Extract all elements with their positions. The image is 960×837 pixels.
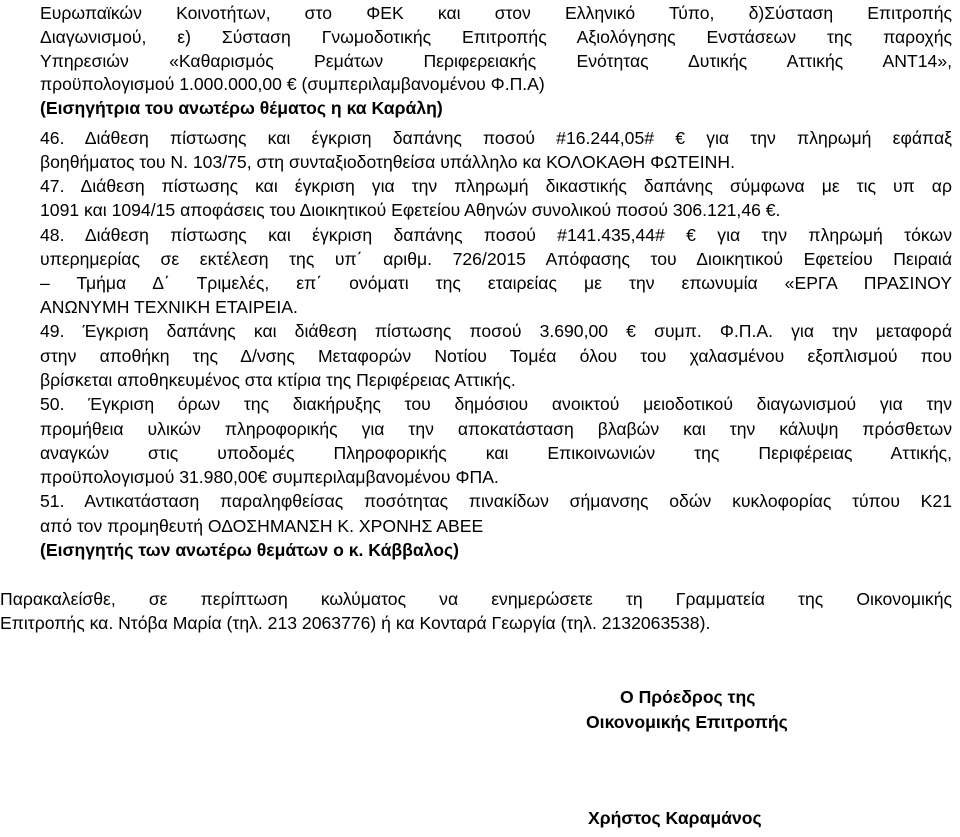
item-47-line-2: 1091 και 1094/15 αποφάσεις του Διοικητικού Εφετείου Αθηνών συνολικού ποσού 306.121,46 €. (40, 200, 781, 220)
item-50-line-4: προϋπολογισμού 31.980,00€ συμπεριλαμβανομένου ΦΠΑ. (40, 467, 499, 487)
item-49-line-3: βρίσκεται αποθηκευμένος στα κτίρια της Περιφέρειας Αττικής. (40, 370, 516, 390)
closing-line-1: Παρακαλείσθε, σε περίπτωση κωλύματος να ενημερώσετε τη Γραμματεία της Οικονομικής (0, 589, 952, 609)
item-46-line-2: βοηθήματος του Ν. 103/75, στη συνταξιοδοτηθείσα υπάλληλο κα ΚΟΛΟΚΑΘΗ ΦΩΤΕΙΝΗ. (40, 152, 735, 172)
text-line-3: Υπηρεσιών «Καθαρισμός Ρεμάτων Περιφερειακής Ενότητας Δυτικής Αττικής ΑΝΤ14», (40, 51, 952, 71)
item-50-line-2: προμήθεια υλικών πληροφορικής για την αποκατάσταση βλαβών και την κάλυψη πρόσθετων (40, 419, 952, 439)
item-49-line-1: 49. Έγκριση δαπάνης και διάθεση πίστωσης ποσού 3.690,00 € συμπ. Φ.Π.Α. για την μεταφορά (40, 321, 952, 341)
item-51-line-1: 51. Αντικατάσταση παραληφθείσας ποσότητας πινακίδων σήμανσης οδών κυκλοφορίας τύπου Κ21 (40, 491, 952, 511)
text-line-4: προϋπολογισμού 1.000.000,00 € (συμπεριλαμβανομένου Φ.Π.Α) (40, 74, 545, 94)
signature-title-2: Οικονομικής Επιτροπής (586, 712, 788, 732)
item-48-line-2: υπερημερίας σε εκτέλεση της υπ΄ αριθμ. 726/2015 Απόφασης του Διοικητικού Εφετείου Πειραιά (40, 249, 952, 269)
signature-title-1: Ο Πρόεδρος της (620, 687, 756, 707)
rapporteur-line-1: (Εισηγήτρια του ανωτέρω θέματος η κα Καράλη) (40, 98, 443, 118)
signature-name: Χρήστος Καραμάνος (588, 808, 762, 828)
item-49-line-2: στην αποθήκη της Δ/νσης Μεταφορών Νοτίου Τομέα όλου του χαλασμένου εξοπλισμού που (40, 346, 952, 366)
item-50-line-3: αναγκών στις υποδομές Πληροφορικής και Επικοινωνιών της Περιφέρειας Αττικής, (40, 443, 952, 463)
text-line-1: Ευρωπαϊκών Κοινοτήτων, στο ΦΕΚ και στον Ελληνικό Τύπο, δ)Σύσταση Επιτροπής (40, 3, 952, 23)
rapporteur-line-2: (Εισηγητής των ανωτέρω θεμάτων ο κ. Κάββαλος) (40, 540, 460, 560)
item-48-line-4: ΑΝΩΝΥΜΗ ΤΕΧΝΙΚΗ ΕΤΑΙΡΕΙΑ. (40, 297, 298, 317)
text-line-2: Διαγωνισμού, ε) Σύσταση Γνωμοδοτικής Επιτροπής Αξιολόγησης Ενστάσεων της παροχής (40, 27, 952, 47)
closing-line-2: Επιτροπής κα. Ντόβα Μαρία (τηλ. 213 2063776) ή κα Κονταρά Γεωργία (τηλ. 2132063538). (0, 613, 711, 633)
item-48-line-3: – Τμήμα Δ΄ Τριμελές, επ΄ ονόματι της εταιρείας με την επωνυμία «ΕΡΓΑ ΠΡΑΣΙΝΟΥ (40, 273, 952, 293)
item-46-line-1: 46. Διάθεση πίστωσης και έγκριση δαπάνης ποσού #16.244,05# € για την πληρωμή εφάπαξ (40, 128, 952, 148)
item-48-line-1: 48. Διάθεση πίστωσης και έγκριση δαπάνης ποσού #141.435,44# € για την πληρωμή τόκων (40, 225, 952, 245)
item-51-line-2: από τον προμηθευτή ΟΔΟΣΗΜΑΝΣΗ Κ. ΧΡΟΝΗΣ ΑΒΕΕ (40, 516, 484, 536)
item-50-line-1: 50. Έγκριση όρων της διακήρυξης του δημόσιου ανοικτού μειοδοτικού διαγωνισμού για την (40, 394, 952, 414)
item-47-line-1: 47. Διάθεση πίστωσης και έγκριση για την πληρωμή δικαστικής δαπάνης σύμφωνα με τις υπ αρ (40, 176, 952, 196)
